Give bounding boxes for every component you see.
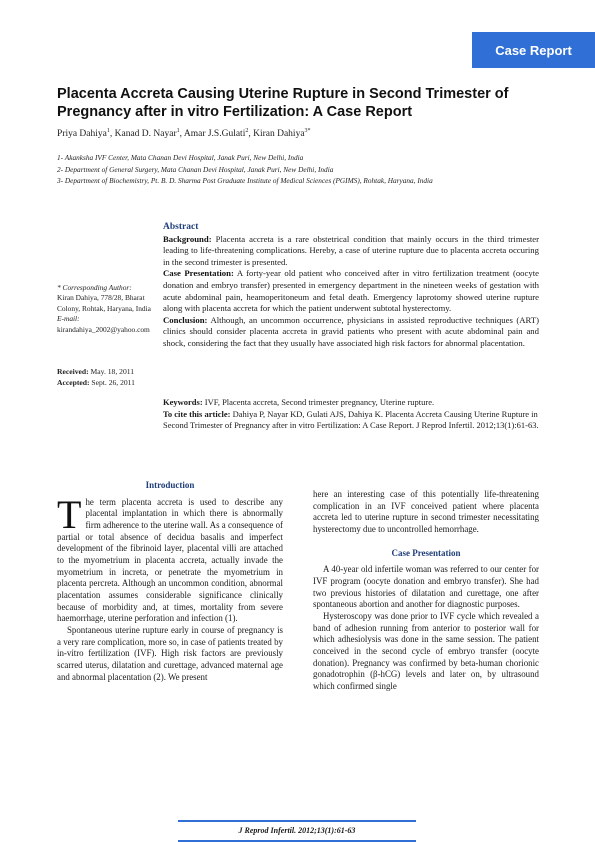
received-value: May. 18, 2011	[90, 367, 135, 376]
intro-text-1: he term placenta accreta is used to describe any placental implantation in which there is abnormally firm adherence to the uterine wall. As a consequence of partial or total absence of decidua basalis and imperfect development of the fibrinoid layer, placental villi are attached to the myometrium in placenta accreta, actually invade the myometrium in increta, or penetrate the myometrium in placenta percreta. Although an uncommon condition, abnormal placentation assumes considerable significance clinically because of morbidity and, at times, mortality from severe haemorrhage, uterine perforation and infection (1).	[57, 496, 283, 624]
citation-text: Dahiya P, Nayar KD, Gulati AJS, Dahiya K. Placenta Accreta Causing Uterine Rupture in Second Trimester of Pregnancy after in vitro Fertilization: A Case Report. J Reprod Infertil. 2012;13(1):61-63.	[163, 408, 539, 431]
article-title: Placenta Accreta Causing Uterine Rupture in Second Trimester of Pregnancy after in vitro Fertilization: A Case Report	[57, 86, 509, 120]
abstract	[163, 222, 539, 350]
background-text: Placenta accreta is a rare obstetrical condition that mainly occurs in the third trimester leading to life-threatening complications. Hereby, a case of uterine rupture due to placenta accreta occuring in the second trimester is presented.	[163, 233, 539, 267]
email-address: kirandahiya_2002@yahoo.com	[57, 324, 150, 334]
drop-cap: T	[57, 491, 82, 537]
email-label: E-mail:	[57, 314, 80, 324]
introduction-paragraph-2: Spontaneous uterine rupture early in course of pregnancy is a very rare complication, more so, in case of patients treated by in-vitro fertilization (IVF). High risk factors are previously scarred uterus, dilatation and curettage, advanced maternal age and abnormal placentation (2). We present	[57, 624, 283, 682]
background-label: Background:	[163, 233, 212, 244]
case-presentation-paragraph-2: Hysteroscopy was done prior to IVF cycle which revealed a band of adhesion running from anterior to posterior wall for which adhesiolysis was done in the same session. The patient conceived in the second cycle of embryo transfer (oocyte donation). Pregnancy was confirmed by beta-human chorionic gonadotrophin (β-hCG) levels and later on, by ultrasound which confirmed single	[313, 610, 539, 691]
accepted-date	[57, 377, 167, 388]
received-date	[57, 366, 167, 377]
accepted-label: Accepted:	[57, 378, 90, 387]
journal-footer: J Reprod Infertil. 2012;13(1):61-63	[238, 826, 356, 835]
keywords-block	[163, 397, 539, 432]
case-text: A forty-year old patient who conceived after in vitro fertilization treatment (oocyte donation and embryo transfer) presented in emergency department in the nineteen weeks of gestation with acute abdominal pain, heamoperitoneum and fetal death. Emergency laprotomy showed uterine rupture along with placenta accreta for which the patient underwent subtotal hysterectomy.	[163, 268, 539, 314]
introduction-heading: Introduction	[145, 480, 195, 490]
article-type-badge: Case Report	[472, 32, 595, 68]
abstract-heading: Abstract	[163, 222, 199, 232]
abstract-background	[163, 234, 539, 269]
received-label: Received:	[57, 367, 89, 376]
author-affiliation-mark: 1	[176, 128, 180, 134]
author-name: Kanad D. Nayar	[114, 129, 177, 140]
affiliation: 1- Akanksha IVF Center, Mata Chanan Devi Hospital, Janak Puri, New Delhi, India	[57, 153, 304, 162]
author-name: Kiran Dahiya	[253, 129, 305, 140]
affiliation: 3- Department of Biochemistry, Pt. B. D. Sharma Post Graduate Institute of Medical Sciences (PGIMS), Rohtak, Haryana, India	[57, 176, 433, 186]
author-list: Priya Dahiya$^1$, Kanad D. Nayar$^1$, Amar J.S.Gulati$^2$, Kiran Dahiya$^{3*}$	[57, 128, 311, 140]
case-presentation-heading: Case Presentation	[391, 547, 461, 558]
accepted-value: Sept. 26, 2011	[91, 378, 135, 387]
abstract-case	[163, 268, 539, 314]
abstract-conclusion	[163, 315, 539, 350]
affiliation: 2- Department of General Surgery, Mata Chanan Devi Hospital, Janak Puri, New Delhi, India	[57, 164, 334, 174]
corresponding-author-address: Kiran Dahiya, 778/28, Bharat Colony, Rohtak, Haryana, India	[57, 293, 151, 313]
left-column	[57, 480, 283, 683]
author-affiliation-mark: 3*	[304, 128, 311, 134]
case-presentation-paragraph-1: A 40-year old infertile woman was referred to our center for IVF program (oocyte donation and embryo transfer). She had two previous histories of dilatation and curettage, one after spontaneous abortion and another for diagnostic purposes.	[313, 564, 539, 610]
author-affiliation-mark: 1	[106, 128, 110, 134]
conclusion-text: Although, an uncommon occurrence, physicians in assisted reproductive techniques (ART) clinics should consider placenta accreta in gravid patients who present with acute abdominal pain and shock, considering the fact that they usually have associated high risk factors for abnormal placentation.	[163, 314, 539, 348]
author-name: Priya Dahiya	[57, 129, 107, 140]
right-column	[313, 489, 539, 693]
corresponding-author	[57, 283, 157, 335]
citation	[163, 409, 539, 432]
introduction-paragraph-3: here an interesting case of this potentially life-threatening complication in an IVF conceived patient where placenta accreta led to uterine rupture in second trimester necessitating hysterectomy due to uncontrolled hemorrhage.	[313, 489, 539, 534]
affiliation-list	[57, 152, 557, 187]
footer-rule-top	[178, 820, 416, 822]
conclusion-label: Conclusion:	[163, 314, 208, 325]
keywords-label: Keywords:	[163, 397, 203, 407]
corresponding-author-label: * Corresponding Author:	[57, 283, 132, 292]
case-label: Case Presentation:	[163, 268, 234, 279]
author-name: Amar J.S.Gulati	[183, 129, 246, 140]
author-affiliation-mark: 2	[245, 128, 249, 134]
article-dates	[57, 366, 167, 388]
citation-label: To cite this article:	[163, 408, 231, 419]
keywords	[163, 397, 539, 409]
keywords-text: IVF, Placenta accreta, Second trimester pregnancy, Uterine rupture.	[204, 397, 435, 407]
introduction-paragraph-1	[57, 491, 283, 625]
